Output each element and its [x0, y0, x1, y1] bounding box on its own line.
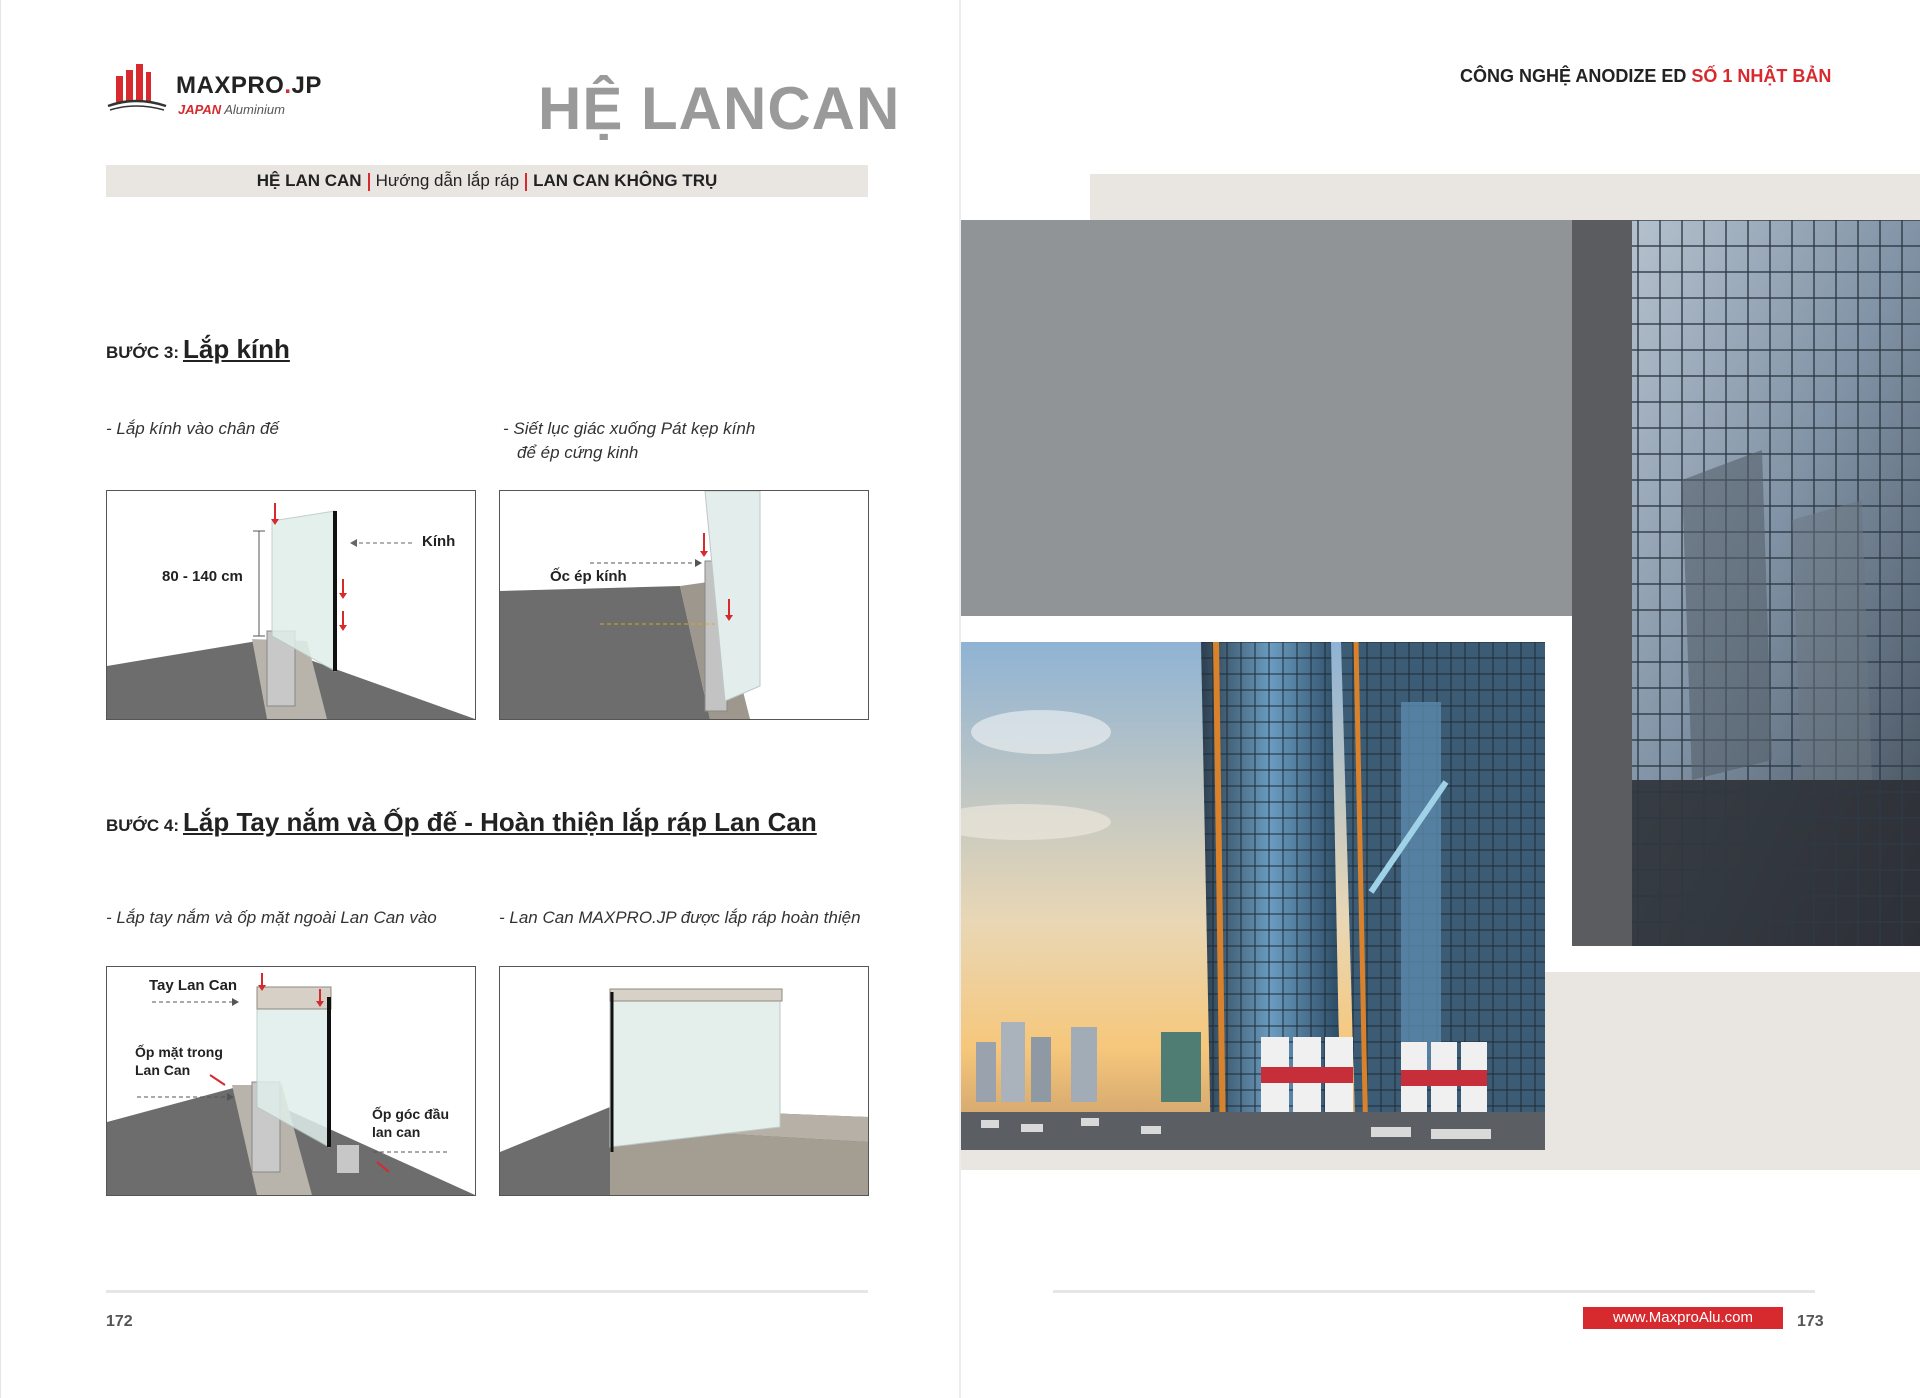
breadcrumb-item-1: HỆ LAN CAN: [256, 171, 362, 190]
handrail-label: Tay Lan Can: [149, 977, 238, 994]
left-footer-divider: [106, 1290, 868, 1293]
building-logo-icon: [106, 62, 170, 114]
construction-site-photo: [961, 642, 1545, 1150]
brand-logo: [106, 62, 346, 122]
figure-handrail-install: [106, 966, 476, 1196]
right-page-number: 173: [1797, 1313, 1824, 1330]
step3-heading: BƯỚC 3: Lắp kính: [106, 334, 290, 364]
step4-heading: BƯỚC 4: Lắp Tay nắm và Ốp đế - Hoàn thiện lắp ráp Lan Can: [106, 807, 817, 837]
finished-railing-illustration: [500, 967, 868, 1195]
left-page-number: 172: [106, 1313, 133, 1330]
breadcrumb-separator: [525, 173, 527, 191]
figure-glass-insert: [106, 490, 476, 720]
figure-finished-railing: [499, 966, 869, 1196]
website-link[interactable]: www.MaxproAlu.com: [1583, 1307, 1783, 1329]
glass-building-photo: [1572, 220, 1920, 946]
figure-screw-tighten: [499, 490, 869, 720]
beige-band-top: [1090, 174, 1920, 224]
tagline: CÔNG NGHỆ ANODIZE ED SỐ 1 NHẬT BẢN: [1460, 66, 1832, 86]
logo-sub-text: JAPAN Aluminium: [178, 102, 285, 117]
glass-building-image: [1572, 220, 1920, 946]
corner-cover-label: Ốp góc đầu lan can: [372, 1106, 449, 1140]
page-edge: [0, 0, 1, 1398]
step3-note-left: - Lắp kính vào chân đế: [106, 419, 279, 438]
inner-cover-label: Ốp mặt trong Lan Can: [135, 1044, 223, 1078]
step3-note-right: - Siết lục giác xuống Pát kẹp kính để ép cứng kinh: [503, 419, 756, 462]
glass-label: Kính: [422, 533, 456, 550]
dimension-label: 80 - 140 cm: [162, 568, 243, 585]
breadcrumb-item-2: Hướng dẫn lắp ráp: [375, 171, 520, 190]
page-title: HỆ LANCAN: [538, 75, 901, 142]
screw-tighten-illustration: [500, 491, 868, 719]
step4-note-left: - Lắp tay nắm và ốp mặt ngoài Lan Can vào: [106, 908, 437, 927]
breadcrumb-item-3: LAN CAN KHÔNG TRỤ: [533, 171, 718, 190]
gray-block: [961, 220, 1573, 616]
right-footer-divider: [1053, 1290, 1815, 1293]
logo-brand-text: MAXPRO.JP: [176, 72, 322, 99]
breadcrumb-separator: [368, 173, 370, 191]
screw-label: Ốc ép kính: [550, 568, 627, 585]
photo-gap: [1545, 616, 1572, 972]
glass-insert-illustration: [107, 491, 475, 719]
breadcrumb: [106, 165, 868, 197]
step4-note-right: - Lan Can MAXPRO.JP được lắp ráp hoàn thiện: [499, 908, 861, 927]
construction-site-image: [961, 642, 1545, 1150]
handrail-install-illustration: [107, 967, 475, 1195]
